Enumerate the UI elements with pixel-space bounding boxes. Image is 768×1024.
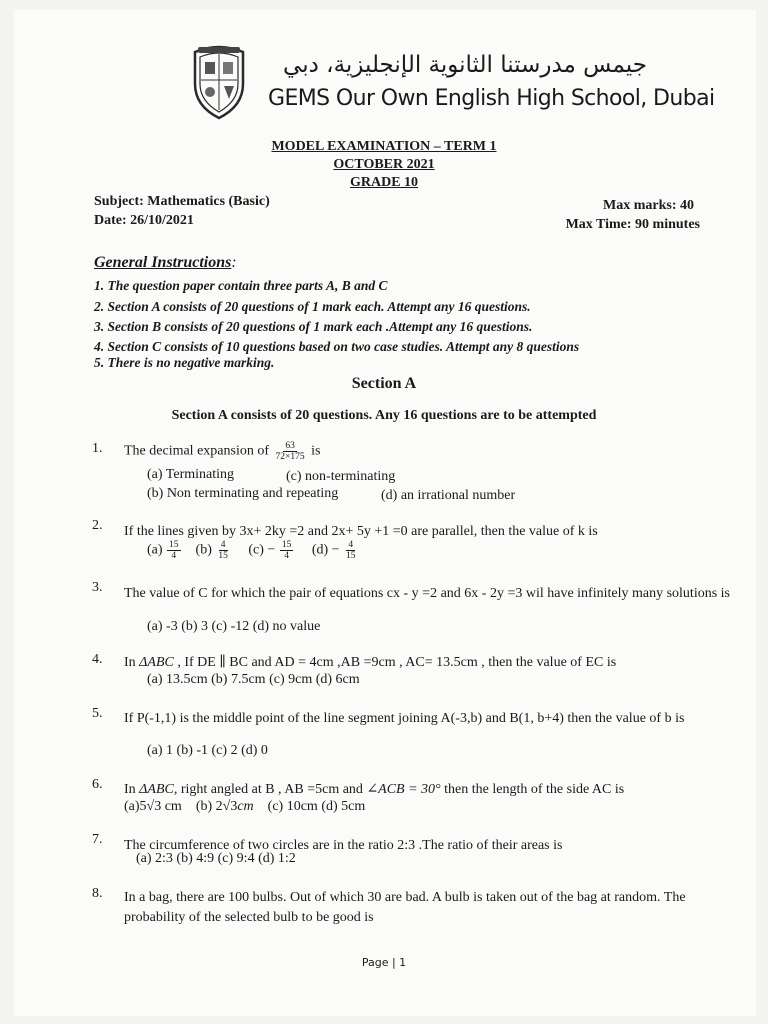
general-instructions-title-text: General Instructions <box>94 254 232 271</box>
fraction-denominator: 4 <box>171 551 177 561</box>
exam-grade-text: GRADE 10 <box>349 175 419 190</box>
instruction-item: 3. Section B consists of 20 questions of 1 mark each .Attempt any 16 questions. <box>94 319 533 334</box>
exam-date: Date: 26/10/2021 <box>94 213 194 228</box>
fraction-numerator: 15 <box>281 540 292 550</box>
option-b: (b) Non terminating and repeating <box>147 486 339 501</box>
option-c-label: (c) − <box>248 542 276 558</box>
fraction-denominator: 15 <box>346 551 356 561</box>
question-3-text: The value of C for which the pair of equations cx - y =2 and 6x - 2y =3 wil have infinitely many solutions is <box>124 586 730 601</box>
option-c: (c) non-terminating <box>286 469 396 484</box>
question-number: 4. <box>92 652 103 667</box>
question-number: 5. <box>92 706 103 721</box>
question-2-options <box>147 540 359 561</box>
school-crest-logo <box>190 44 248 120</box>
exam-month <box>0 157 768 173</box>
instruction-item: 2. Section A consists of 20 questions of 1 mark each. Attempt any 16 questions. <box>94 299 531 314</box>
question-4-options: (a) 13.5cm (b) 7.5cm (c) 9cm (d) 6cm <box>147 672 360 687</box>
triangle-symbol: ΔABC <box>139 655 174 670</box>
exam-title <box>0 139 768 155</box>
school-name-arabic: جيمس مدرستنا الثانوية الإنجليزية، دبي <box>283 52 647 78</box>
question-number: 1. <box>92 441 103 456</box>
fraction-numerator: 63 <box>285 441 295 451</box>
question-2-text: If the lines given by 3x+ 2ky =2 and 2x+ 5y +1 =0 are parallel, then the value of k is <box>124 524 598 539</box>
max-marks: Max marks: 40 <box>603 198 694 213</box>
question-3-options: (a) -3 (b) 3 (c) -12 (d) no value <box>147 619 321 634</box>
question-8-text: In a bag, there are 100 bulbs. Out of which 30 are bad. A bulb is taken out of the bag at random. The probability of the selected bulb to be good is <box>124 890 686 925</box>
fraction-denominator: 72×175 <box>275 452 305 462</box>
question-4-text <box>124 653 734 673</box>
question-4-text-post: , If DE ∥ BC and AD = 4cm ,AB =9cm , AC= 13.5cm , then the value of EC is <box>173 655 617 670</box>
fraction-numerator: 4 <box>348 540 354 550</box>
fraction-denominator: 15 <box>218 551 228 561</box>
option-d: (d) an irrational number <box>381 488 516 503</box>
option-a-label: (a) <box>147 542 163 558</box>
general-instructions-colon: : <box>231 254 237 271</box>
question-6-text-post: then the length of the side AC is <box>440 782 625 797</box>
question-5-options: (a) 1 (b) -1 (c) 2 (d) 0 <box>147 743 268 758</box>
fraction <box>274 441 307 462</box>
question-1-text <box>124 441 734 462</box>
question-6-options <box>124 799 365 815</box>
fraction <box>167 540 181 561</box>
instruction-item: 4. Section C consists of 10 questions based on two case studies. Attempt any 8 questions <box>94 339 580 354</box>
option-b-unit: cm <box>237 799 254 814</box>
question-number: 8. <box>92 886 103 901</box>
question-5-text: If P(-1,1) is the middle point of the line segment joining A(-3,b) and B(1, b+4) then the value of b is <box>124 711 685 726</box>
question-7-text: The circumference of two circles are in the ratio 2:3 .The ratio of their areas is <box>124 838 563 853</box>
page-number: Page | 1 <box>361 956 407 969</box>
option-a: (a) Terminating <box>147 467 235 482</box>
question-1-text-pre: The decimal expansion of <box>124 443 270 459</box>
question-6-text-mid: right angled at B , AB =5cm and <box>177 782 367 797</box>
question-number: 2. <box>92 518 103 533</box>
question-7-options: (a) 2:3 (b) 4:9 (c) 9:4 (d) 1:2 <box>136 851 296 866</box>
max-time: Max Time: 90 minutes <box>565 217 700 232</box>
option-b-label: (b) <box>195 542 212 558</box>
instruction-item: 1. The question paper contain three parts A, B and C <box>94 278 388 293</box>
options-c-d: (c) 10cm (d) 5cm <box>267 799 366 814</box>
fraction <box>344 540 358 561</box>
subject: Subject: Mathematics (Basic) <box>94 194 270 209</box>
fraction-numerator: 4 <box>220 540 226 550</box>
exam-grade <box>0 175 768 191</box>
question-number: 3. <box>92 580 103 595</box>
section-subtitle: Section A consists of 20 questions. Any 16 questions are to be attempted <box>171 408 597 423</box>
instruction-item: 5. There is no negative marking. <box>94 355 275 370</box>
option-d-label: (d) − <box>311 542 340 558</box>
question-number: 6. <box>92 777 103 792</box>
fraction <box>280 540 294 561</box>
fraction <box>216 540 230 561</box>
school-name-english: GEMS Our Own English High School, Dubai <box>268 86 715 111</box>
general-instructions-title <box>94 254 237 272</box>
fraction-numerator: 15 <box>169 540 179 550</box>
question-number: 7. <box>92 832 103 847</box>
question-1-text-post: is <box>311 443 321 459</box>
angle-expression: ∠ACB = 30° <box>366 782 441 797</box>
option-b: (b) 2√3 <box>195 799 238 814</box>
question-4-text-pre: In <box>124 655 140 670</box>
option-a: (a)5√3 cm <box>124 799 182 814</box>
fraction-denominator: 4 <box>284 551 289 561</box>
question-6-text <box>124 780 734 800</box>
section-title: Section A <box>351 375 417 392</box>
question-6-text-pre: In <box>124 782 140 797</box>
triangle-symbol: ΔABC, <box>139 782 178 797</box>
exam-month-text: OCTOBER 2021 <box>333 157 435 172</box>
exam-title-text: MODEL EXAMINATION – TERM 1 <box>271 139 497 154</box>
